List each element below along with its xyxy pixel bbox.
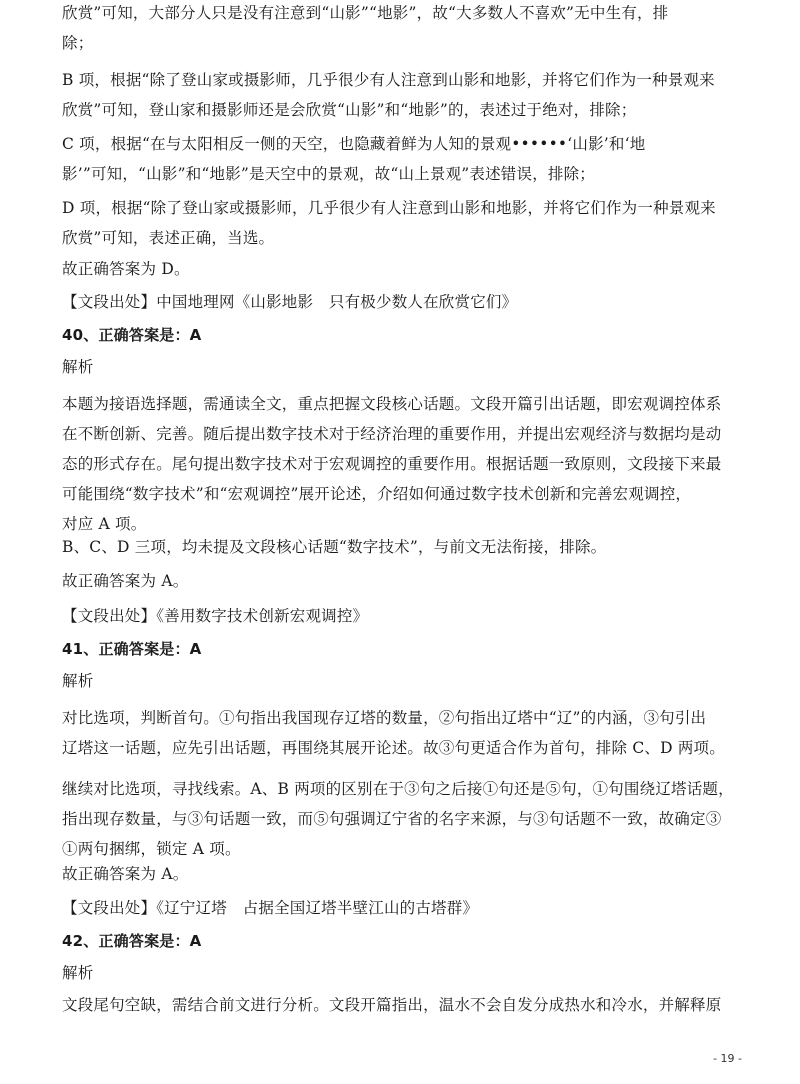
text-line: D 项，根据“除了登山家或摄影师，几乎很少有人注意到山影和地影，并将它们作为一种景观来 bbox=[62, 199, 716, 217]
source-citation bbox=[62, 601, 752, 631]
paragraph bbox=[62, 703, 752, 763]
text-line: 继续对比选项，寻找线索。A、B 两项的区别在于③句之后接①句还是⑤句，①句围绕辽塔话题， bbox=[62, 780, 734, 798]
text-line: 文段尾句空缺，需结合前文进行分析。文段开篇指出，温水不会自发分成热水和冷水，并解释原 bbox=[62, 996, 722, 1014]
text-line: 对应 A 项。 bbox=[62, 515, 147, 533]
paragraph bbox=[62, 193, 752, 253]
text-line: 态的形式存在。尾句提出数字技术对于宏观调控的重要作用。根据话题一致原则，文段接下来最 bbox=[62, 455, 722, 473]
paragraph bbox=[62, 666, 752, 696]
paragraph bbox=[62, 254, 752, 284]
paragraph bbox=[62, 958, 752, 988]
answer-heading bbox=[62, 320, 752, 350]
text-line: B 项，根据“除了登山家或摄影师，几乎很少有人注意到山影和地影，并将它们作为一种景观来 bbox=[62, 71, 715, 89]
text-line: C 项，根据“在与太阳相反一侧的天空，也隐藏着鲜为人知的景观••••••‘山影’和‘地 bbox=[62, 135, 646, 153]
text-line: 解析 bbox=[62, 672, 94, 690]
text-line: 影’”可知，“山影”和“地影”是天空中的景观，故“山上景观”表述错误，排除； bbox=[62, 165, 595, 183]
source-citation bbox=[62, 287, 752, 317]
paragraph bbox=[62, 990, 752, 1020]
paragraph bbox=[62, 352, 752, 382]
source-citation bbox=[62, 893, 752, 923]
text-line: 欣赏”可知，登山家和摄影师还是会欣赏“山影”和“地影”的，表述过于绝对，排除； bbox=[62, 101, 637, 119]
text-line: 【文段出处】《辽宁辽塔 占据全国辽塔半壁江山的古塔群》 bbox=[62, 899, 479, 917]
paragraph bbox=[62, 65, 752, 125]
text-line: 欣赏”可知，大部分人只是没有注意到“山影”“地影”，故“大多数人不喜欢”无中生有，排 bbox=[62, 4, 669, 22]
text-line: 可能围绕“数字技术”和“宏观调控”展开论述，介绍如何通过数字技术创新和完善宏观调控， bbox=[62, 485, 692, 503]
text-line: 辽塔这一话题，应先引出话题，再围绕其展开论述。故③句更适合作为首句，排除 C、D 两项。 bbox=[62, 739, 725, 757]
text-line: B、C、D 三项，均未提及文段核心话题“数字技术”，与前文无法衔接，排除。 bbox=[62, 538, 607, 556]
text-line: 【文段出处】中国地理网《山影地影 只有极少数人在欣赏它们》 bbox=[62, 293, 518, 311]
paragraph bbox=[62, 389, 752, 539]
paragraph bbox=[62, 129, 752, 189]
text-line: 欣赏”可知，表述正确，当选。 bbox=[62, 229, 275, 247]
paragraph bbox=[62, 774, 752, 864]
text-line: 解析 bbox=[62, 358, 94, 376]
text-line: 40、正确答案是：A bbox=[62, 326, 202, 344]
paragraph bbox=[62, 532, 752, 562]
answer-heading bbox=[62, 926, 752, 956]
paragraph bbox=[62, 0, 752, 58]
text-line: 41、正确答案是：A bbox=[62, 640, 202, 658]
text-line: 在不断创新、完善。随后提出数字技术对于经济治理的重要作用，并提出宏观经济与数据均是动 bbox=[62, 425, 722, 443]
text-line: 解析 bbox=[62, 964, 94, 982]
text-line: 故正确答案为 A。 bbox=[62, 572, 189, 590]
text-line: 42、正确答案是：A bbox=[62, 932, 202, 950]
text-line: 故正确答案为 D。 bbox=[62, 260, 190, 278]
text-line: 对比选项，判断首句。①句指出我国现存辽塔的数量，②句指出辽塔中“辽”的内涵，③句引出 bbox=[62, 709, 707, 727]
paragraph bbox=[62, 859, 752, 889]
text-line: 本题为接语选择题，需通读全文，重点把握文段核心话题。文段开篇引出话题，即宏观调控体系 bbox=[62, 395, 722, 413]
text-line: 指出现存数量，与③句话题一致，而⑤句强调辽宁省的名字来源，与③句话题不一致，故确定③ bbox=[62, 810, 722, 828]
text-line: 【文段出处】《善用数字技术创新宏观调控》 bbox=[62, 607, 369, 625]
text-line: 故正确答案为 A。 bbox=[62, 865, 189, 883]
answer-heading bbox=[62, 634, 752, 664]
text-line: ①两句捆绑，锁定 A 项。 bbox=[62, 840, 241, 858]
text-line: 除； bbox=[62, 34, 94, 52]
paragraph bbox=[62, 566, 752, 596]
page-number: - 19 - bbox=[713, 1052, 742, 1065]
